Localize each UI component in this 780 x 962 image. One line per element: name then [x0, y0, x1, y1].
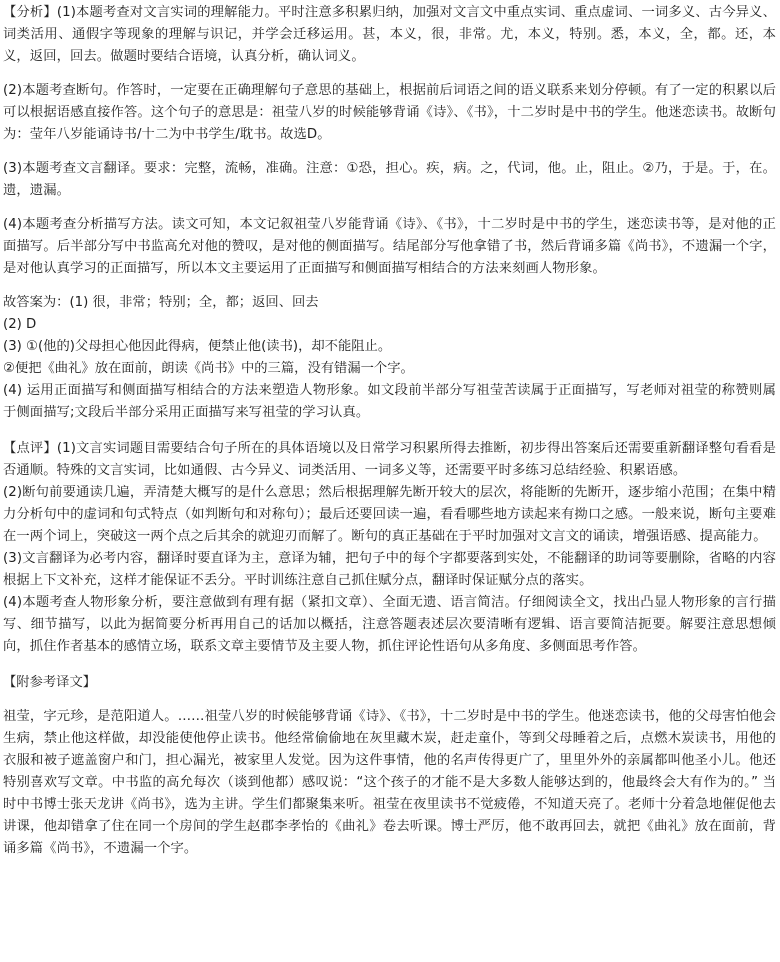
translation-body: 祖莹，字元珍，是范阳道人。……祖莹八岁的时候能够背诵《诗》、《书》，十二岁时是中书的学生。他迷恋读书，他的父母害怕他会生病，禁止他这样做，却没能使他停止读书。他经常偷偷地在灰里藏木炭，赶走童仆，等到父母睡着之后，点燃木炭读书，用他的衣服和被子遮盖窗户和门，担心漏光，被家里人发觉。因为这件事情，他的名声传得更广了，里里外外的亲属都叫他圣小儿。他还特别喜欢写文章。中书监的高允每次（谈到他都）感叹说：“这个孩子的才能不是大多数人能够达到的，他最终会大有作为的。” 当时中书博士张天龙讲《尚书》，选为主讲。学生们都聚集来听。祖莹在夜里读书不觉疲倦，不知道天亮了。老师十分着急地催促他去讲课，他却错拿了住在同一个房间的学生赵郡李孝怡的《曲礼》卷去听课。博士严厉，他不敢再回去，就把《曲礼》放在面前，背诵多篇《尚书》，不遗漏一个字。: [3, 709, 776, 856]
translation-section: [3, 672, 776, 860]
analysis-paragraph-3: (3)本题考查文言翻译。要求：完整，流畅，准确。注意：①恐，担心。疾，病。之，代词，他。止，阻止。②乃，于是。于，在。遗，遗漏。: [3, 161, 776, 198]
comment-paragraph-2: (2)断句前要通读几遍，弄清楚大概写的是什么意思；然后根据理解先断开较大的层次，将能断的先断开，逐步缩小范围；在集中精力分析句中的虚词和句式特点（如判断句和对称句）；最后还要回读一遍，看看哪些地方读起来有拗口之感。一般来说，断句主要难在一两个词上，突破这一两个点之后其余的就迎刃而解了。断句的真正基础在于平时加强对文言文的诵读，增强语感、提高能力。: [3, 485, 776, 544]
answer-line-2: (2) D: [3, 317, 37, 332]
answer-line-4: ②便把《曲礼》放在面前，朗读《尚书》中的三篇，没有错漏一个字。: [3, 361, 414, 376]
analysis-section: [3, 2, 776, 280]
comment-paragraph-3: (3)文言翻译为必考内容，翻译时要直译为主，意译为辅，把句子中的每个字都要落到实处，不能翻译的助词等要删除，省略的内容根据上下文补充，这样才能保证不丢分。平时训练注意自己抓住赋分点，翻译时保证赋分点的落实。: [3, 551, 776, 588]
analysis-paragraph-4: (4)本题考查分析描写方法。读文可知，本文记叙祖莹八岁能背诵《诗》、《书》，十二岁时是中书的学生，迷恋读书等，是对他的正面描写。后半部分写中书监高允对他的赞叹，是对他的侧面描写。结尾部分写他拿错了书，然后背诵多篇《尚书》，不遗漏一个字，是对他认真学习的正面描写，所以本文主要运用了正面描写和侧面描写相结合的方法来刻画人物形象。: [3, 217, 776, 276]
answer-section: [3, 292, 776, 424]
analysis-paragraph-1: 【分析】(1)本题考查对文言实词的理解能力。平时注意多积累归纳，加强对文言文中重点实词、重点虚词、一词多义、古今异义、词类活用、通假字等现象的理解与识记，并学会迁移运用。甚，本义，很，非常。尤，本义，特别。悉，本义，全，都。还，本义，返回，回去。做题时要结合语境，认真分析，确认词义。: [3, 5, 776, 64]
translation-heading: 【附参考译文】: [3, 675, 97, 690]
answer-line-1: 故答案为：(1) 很，非常；特别；全，都；返回、回去: [3, 295, 319, 310]
answer-line-5: (4) 运用正面描写和侧面描写相结合的方法来塑造人物形象。如文段前半部分写祖莹苦读属于正面描写，写老师对祖莹的称赞则属于侧面描写;文段后半部分采用正面描写来写祖莹的学习认真。: [3, 383, 776, 420]
analysis-paragraph-2: (2)本题考查断句。作答时，一定要在正确理解句子意思的基础上，根据前后词语之间的语义联系来划分停顿。有了一定的积累以后可以根据语感直接作答。这个句子的意思是：祖莹八岁的时候能够背诵《诗》、《书》，十二岁时是中书的学生。他迷恋读书。故断句为：莹年八岁能诵诗书/十二为中书学生/耽书。故选D。: [3, 83, 776, 142]
comment-paragraph-1: 【点评】(1)文言实词题目需要结合句子所在的具体语境以及日常学习积累所得去推断，初步得出答案后还需要重新翻译整句看看是否通顺。特殊的文言实词，比如通假、古今异义、词类活用、一词多义等，还需要平时多练习总结经验、积累语感。: [3, 441, 776, 478]
comment-section: [3, 438, 776, 658]
comment-paragraph-4: (4)本题考查人物形象分析，要注意做到有理有据（紧扣文章）、全面无遗、语言简洁。仔细阅读全文，找出凸显人物形象的言行描写、细节描写，以此为据简要分析再用自己的话加以概括，注意答题表述层次要清晰有逻辑、语言要简洁扼要。解要注意思想倾向，抓住作者基本的感情立场，联系文章主要情节及主要人物，抓住评论性语句从多角度、多侧面思考作答。: [3, 595, 776, 654]
answer-line-3: (3) ①(他的)父母担心他因此得病，便禁止他(读书)，却不能阻止。: [3, 339, 392, 354]
